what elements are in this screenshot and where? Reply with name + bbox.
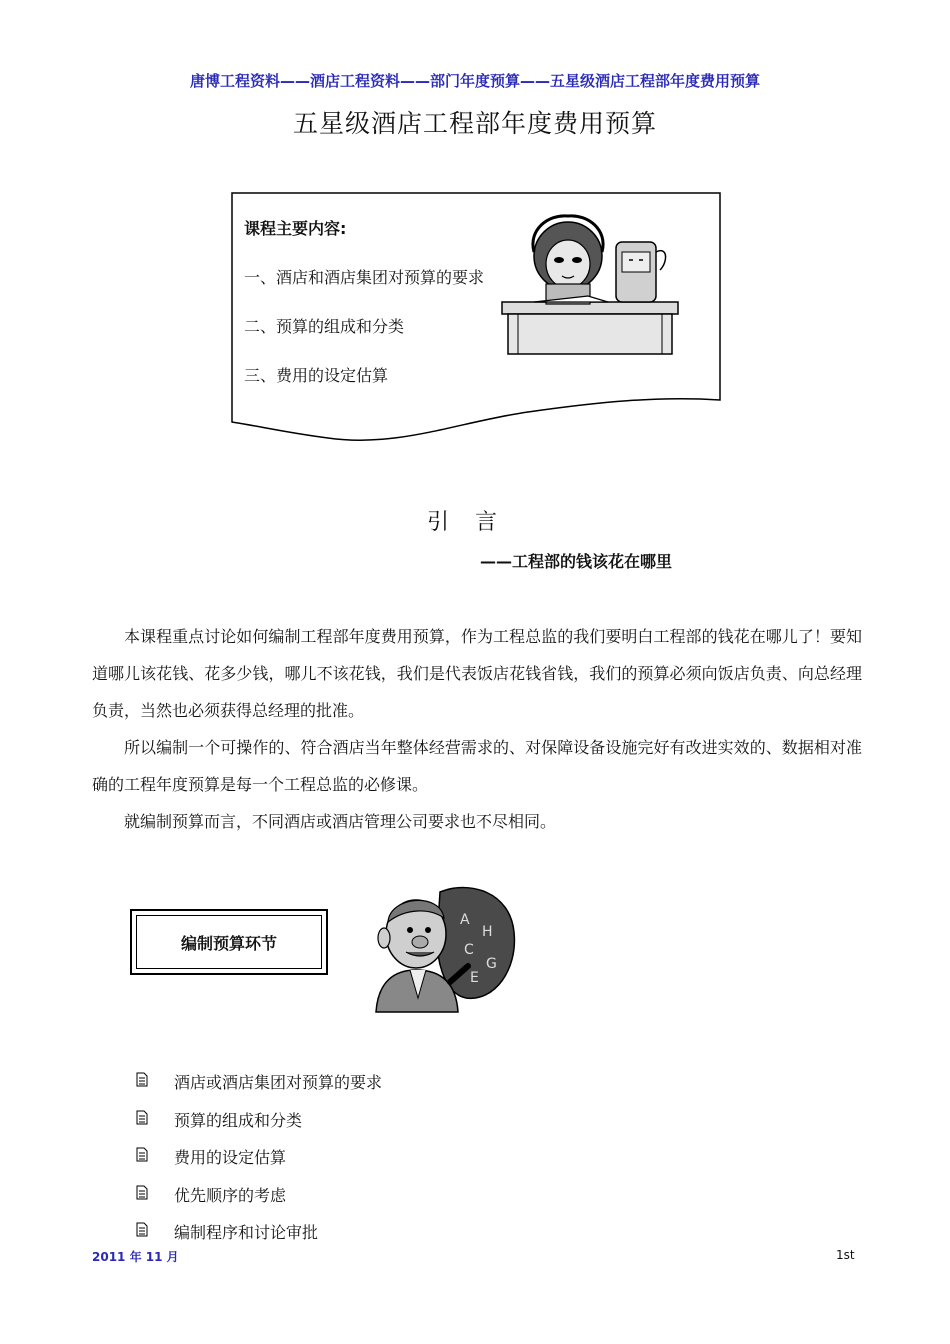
footer-date: 2011 年 11 月 — [92, 1250, 179, 1264]
section-label: 编制预算环节 — [136, 915, 322, 969]
section-label-box — [130, 909, 328, 975]
svg-text:G: G — [486, 956, 497, 972]
list-item-text: 预算的组成和分类 — [174, 1110, 303, 1130]
footer-page-number: 1st — [836, 1248, 855, 1262]
svg-text:A: A — [460, 912, 470, 928]
course-item: 三、费用的设定估算 — [244, 366, 389, 385]
course-heading: 课程主要内容: — [244, 219, 347, 238]
svg-text:E: E — [470, 970, 479, 986]
list-item-text: 编制程序和讨论审批 — [174, 1223, 319, 1242]
document-title: 五星级酒店工程部年度费用预算 — [292, 109, 657, 138]
body-paragraph: 本课程重点讨论如何编制工程部年度费用预算，作为工程总监的我们要明白工程部的钱花在哪儿了！要知道哪儿该花钱、花多少钱，哪儿不该花钱，我们是代表饭店花钱省钱，我们的预算必须向饭店负责、向总经理负责，当然也必须获得总经理的批准。 — [92, 627, 862, 720]
svg-text:H: H — [482, 924, 493, 940]
list-item-text: 酒店或酒店集团对预算的要求 — [174, 1073, 383, 1092]
body-paragraph: 就编制预算而言，不同酒店或酒店管理公司要求也不尽相同。 — [124, 812, 557, 831]
course-item: 二、预算的组成和分类 — [244, 317, 405, 336]
teacher-illustration — [370, 878, 520, 1018]
document-icon — [136, 1110, 148, 1125]
svg-text:C: C — [464, 942, 474, 958]
document-icon — [136, 1185, 148, 1200]
document-icon — [136, 1072, 148, 1087]
list-item-text: 优先顺序的考虑 — [174, 1185, 287, 1205]
document-icon — [136, 1222, 148, 1237]
list-item-text: 费用的设定估算 — [174, 1148, 287, 1167]
document-icon — [136, 1147, 148, 1162]
course-item: 一、酒店和酒店集团对预算的要求 — [244, 268, 485, 287]
body-paragraph: 所以编制一个可操作的、符合酒店当年整体经营需求的、对保障设备设施完好有改进实效的、数据相对准确的工程年度预算是每一个工程总监的必修课。 — [92, 738, 862, 794]
header-breadcrumb: 唐博工程资料——酒店工程资料——部门年度预算——五星级酒店工程部年度费用预算 — [189, 72, 760, 90]
intro-title: 引言 — [426, 510, 523, 535]
intro-subtitle: ——工程部的钱该花在哪里 — [480, 552, 673, 571]
